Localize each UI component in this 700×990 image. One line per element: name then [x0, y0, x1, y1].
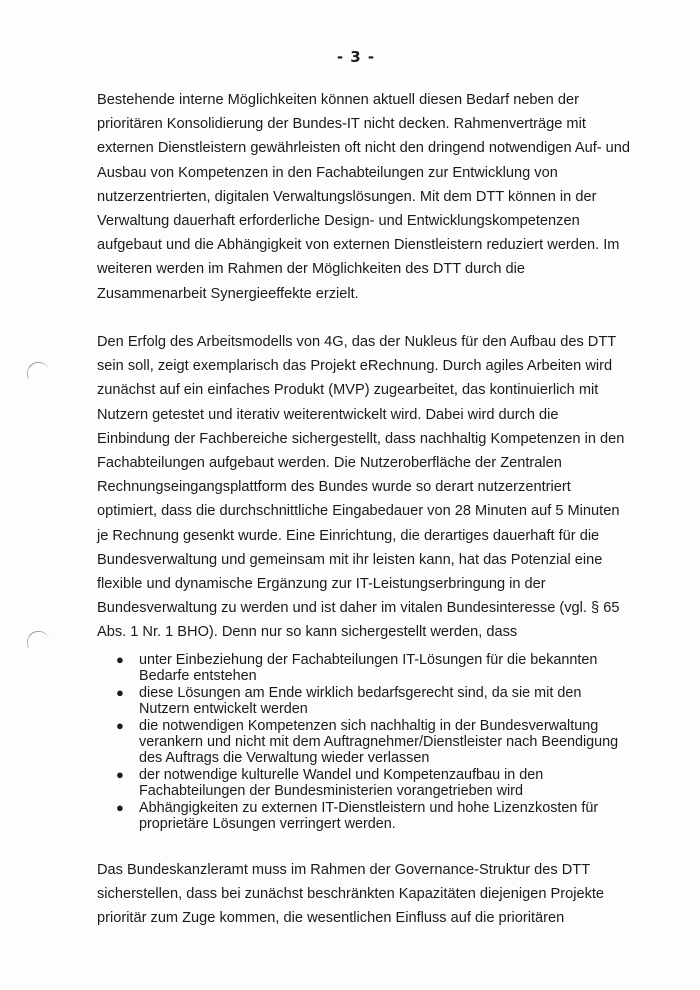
- text-line: optimiert, dass die durchschnittliche Eingabedauer von 28 Minuten auf 5 Minuten: [97, 503, 620, 520]
- text-line: Rechnungseingangsplattform des Bundes wurde so derart nutzerzentriert: [97, 479, 571, 496]
- text-line: sicherstellen, dass bei zunächst beschränkten Kapazitäten diejenigen Projekte: [97, 886, 605, 903]
- text-line: Einbindung der Fachbereiche sichergestellt, dass nachhaltig Kompetenzen in den: [97, 430, 625, 447]
- text-line: sein soll, zeigt exemplarisch das Projekt eRechnung. Durch agiles Arbeiten wird: [97, 358, 613, 375]
- text-line: Abs. 1 Nr. 1 BHO). Denn nur so kann sichergestellt werden, dass: [97, 624, 518, 641]
- bullet-icon: ●: [116, 799, 124, 815]
- list-item: [97, 718, 637, 767]
- text-line: Nutzern getestet und iterativ weiterentwickelt wird. Dabei wird durch die: [97, 406, 559, 423]
- text-line: prioritär zum Zuge kommen, die wesentlichen Einfluss auf die prioritären: [97, 910, 565, 927]
- text-line: Den Erfolg des Arbeitsmodells von 4G, das der Nukleus für den Aufbau des DTT: [97, 334, 617, 350]
- text-line: zunächst auf ein einfaches Produkt (MVP) zugearbeitet, das kontinuierlich mit: [97, 382, 599, 399]
- paragraph-governance: [97, 858, 637, 931]
- text-line: nutzerzentrierten, digitalen Verwaltungslösungen. Mit dem DTT können in der: [97, 188, 597, 205]
- text-line: der notwendige kulturelle Wandel und Kompetenzaufbau in den: [139, 766, 544, 783]
- bullet-icon: ●: [116, 684, 124, 700]
- text-line: Bundesverwaltung und gemeinsam mit ihr leisten kann, hat das Potenzial eine: [97, 551, 603, 568]
- text-line: je Rechnung gesenkt wurde. Eine Einrichtung, die derartiges dauerhaft für die: [97, 527, 600, 544]
- bullet-list: [97, 652, 637, 832]
- text-line: Das Bundeskanzleramt muss im Rahmen der Governance-Struktur des DTT: [97, 862, 591, 878]
- bullet-icon: ●: [116, 652, 124, 667]
- text-line: Bestehende interne Möglichkeiten können aktuell diesen Bedarf neben der: [97, 92, 579, 108]
- list-item: [97, 767, 637, 800]
- bullet-icon: ●: [116, 717, 124, 733]
- text-line: Fachabteilungen aufgebaut werden. Die Nutzeroberfläche der Zentralen: [97, 455, 562, 472]
- list-item: [97, 685, 637, 718]
- text-line: Verwaltung dauerhaft erforderliche Design- und Entwicklungskompetenzen: [97, 213, 580, 230]
- text-line: unter Einbeziehung der Fachabteilungen IT-Lösungen für die bekannten: [139, 652, 598, 668]
- text-line: Nutzern entwickelt werden: [139, 701, 308, 718]
- text-line: externen Dienstleistern gewährleisten oft nicht den dringend notwendigen Auf- und: [97, 140, 631, 157]
- text-line: weiteren werden im Rahmen der Möglichkeiten des DTT durch die: [97, 261, 526, 278]
- list-item: [97, 800, 637, 833]
- text-line: Zusammenarbeit Synergieeffekte erzielt.: [97, 285, 359, 302]
- text-line: des Auftrags die Verwaltung wieder verlassen: [139, 750, 430, 767]
- list-item: [97, 652, 637, 685]
- text-line: verankern und nicht mit dem Auftragnehmer/Dienstleister nach Beendigung: [139, 734, 619, 751]
- text-line: aufgebaut und die Abhängigkeit von externen Dienstleistern reduziert werden. Im: [97, 237, 620, 254]
- text-line: prioritären Konsolidierung der Bundes-IT nicht decken. Rahmenverträge mit: [97, 116, 586, 133]
- text-line: Ausbau von Kompetenzen in den Fachabteilungen zur Entwicklung von: [97, 164, 558, 181]
- text-line: Fachabteilungen der Bundesministerien vorangetrieben wird: [139, 783, 523, 800]
- text-line: Bundesverwaltung zu werden und ist daher im vitalen Bundesinteresse (vgl. § 65: [97, 600, 620, 617]
- punch-hole-mark: [25, 360, 51, 379]
- paragraph-success-4g: [97, 330, 637, 645]
- text-line: Abhängigkeiten zu externen IT-Dienstleistern und hohe Lizenzkosten für: [139, 799, 599, 816]
- text-line: flexible und dynamische Ergänzung zur IT-Leistungserbringung in der: [97, 576, 546, 593]
- text-line: die notwendigen Kompetenzen sich nachhaltig in der Bundesverwaltung: [139, 717, 599, 734]
- bullet-icon: ●: [116, 766, 124, 782]
- punch-hole-mark: [25, 629, 51, 648]
- page-number: - 3 -: [336, 48, 376, 66]
- text-line: Bedarfe entstehen: [139, 668, 257, 685]
- paragraph-internal-capabilities: [97, 88, 637, 306]
- text-line: diese Lösungen am Ende wirklich bedarfsgerecht sind, da sie mit den: [139, 684, 582, 701]
- text-line: proprietäre Lösungen verringert werden.: [139, 816, 396, 833]
